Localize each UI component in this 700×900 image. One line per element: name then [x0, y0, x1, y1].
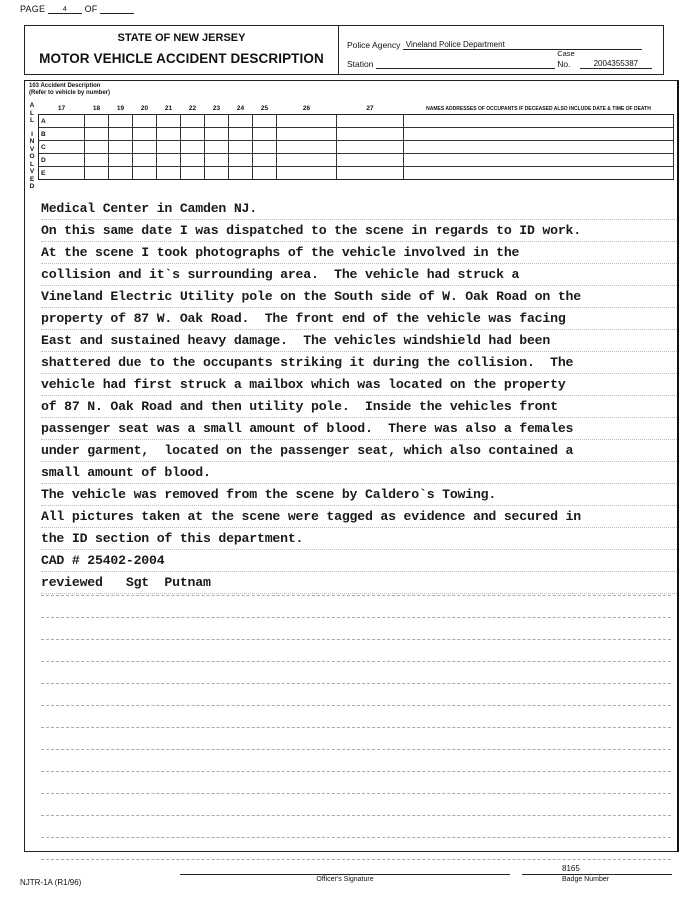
grid-cell[interactable]	[109, 154, 133, 167]
blank-ruled-line[interactable]	[41, 750, 671, 772]
grid-cell[interactable]	[181, 167, 205, 180]
narrative-line: On this same date I was dispatched to the scene in regards to ID work.	[41, 220, 677, 242]
page-number-field[interactable]: 4	[48, 6, 82, 14]
grid-cell[interactable]	[229, 154, 253, 167]
badge-label: Badge Number	[562, 876, 610, 883]
signature-label: Officer's Signature	[316, 876, 374, 883]
grid-cell[interactable]	[85, 128, 109, 141]
form-id: NJTR-1A (R1/96)	[20, 878, 82, 887]
narrative-line: Vineland Electric Utility pole on the South side of W. Oak Road on the	[41, 286, 677, 308]
station-field[interactable]	[376, 68, 555, 69]
case-no-label: No.	[557, 59, 571, 69]
grid-cell[interactable]	[181, 154, 205, 167]
narrative-line: vehicle had first struck a mailbox which was located on the property	[41, 374, 677, 396]
grid-cell[interactable]	[337, 115, 404, 128]
narrative-text	[41, 198, 700, 594]
station-label: Station	[347, 59, 374, 69]
grid-cell[interactable]	[253, 167, 277, 180]
grid-cell[interactable]	[205, 115, 229, 128]
col-header: 27	[337, 103, 404, 115]
grid-cell[interactable]	[133, 141, 157, 154]
vertical-letter: E	[29, 175, 35, 183]
narrative-line: At the scene I took photographs of the vehicle involved in the	[41, 242, 677, 264]
col-header: 18	[85, 103, 109, 115]
narrative-line: small amount of blood.	[41, 462, 677, 484]
page-label: PAGE	[20, 4, 46, 14]
grid-row	[39, 115, 674, 128]
grid-cell[interactable]	[205, 154, 229, 167]
blank-ruled-line[interactable]	[41, 772, 671, 794]
grid-cell[interactable]	[133, 167, 157, 180]
col-header: 25	[253, 103, 277, 115]
vehicle-grid	[38, 103, 674, 180]
form-title-block	[25, 26, 339, 74]
blank-ruled-line[interactable]	[41, 706, 671, 728]
col-header: 20	[133, 103, 157, 115]
grid-cell[interactable]	[337, 167, 404, 180]
vehicle-row-label: B	[39, 128, 85, 141]
grid-cell[interactable]	[133, 128, 157, 141]
grid-cell[interactable]	[157, 128, 181, 141]
grid-cell[interactable]	[85, 167, 109, 180]
grid-cell[interactable]	[109, 115, 133, 128]
vehicle-row-label: D	[39, 154, 85, 167]
narrative-line: property of 87 W. Oak Road. The front end of the vehicle was facing	[41, 308, 677, 330]
grid-cell[interactable]	[205, 141, 229, 154]
grid-cell[interactable]	[157, 167, 181, 180]
form-header	[24, 25, 664, 75]
grid-cell[interactable]	[109, 128, 133, 141]
narrative-line: Medical Center in Camden NJ.	[41, 198, 677, 220]
grid-cell[interactable]	[181, 115, 205, 128]
grid-cell[interactable]	[85, 115, 109, 128]
grid-cell[interactable]	[229, 115, 253, 128]
grid-row	[39, 167, 674, 180]
grid-cell[interactable]	[404, 128, 674, 141]
blank-ruled-line[interactable]	[41, 838, 671, 860]
police-agency-field[interactable]: Vineland Police Department	[403, 40, 642, 50]
page-number-line	[20, 4, 134, 14]
badge-number-field	[522, 874, 672, 883]
grid-cell[interactable]	[133, 115, 157, 128]
grid-cell[interactable]	[404, 167, 674, 180]
grid-title-line2: (Refer to vehicle by number)	[29, 89, 111, 96]
accident-description-box	[24, 80, 679, 852]
grid-cell[interactable]	[181, 141, 205, 154]
grid-cell[interactable]	[277, 115, 337, 128]
col-header: 26	[277, 103, 337, 115]
narrative-line: the ID section of this department.	[41, 528, 677, 550]
vertical-letter: N	[29, 138, 35, 145]
grid-cell[interactable]	[253, 115, 277, 128]
grid-cell[interactable]	[157, 154, 181, 167]
grid-cell[interactable]	[404, 115, 674, 128]
blank-ruled-line[interactable]	[41, 684, 671, 706]
narrative-line: under garment, located on the passenger seat, which also contained a	[41, 440, 677, 462]
col-header-occupants: NAMES ADDRESSES OF OCCUPANTS IF DECEASED ALSO INCLUDE DATE & TIME OF DEATH	[404, 103, 674, 115]
col-header: 17	[39, 103, 85, 115]
blank-ruled-line[interactable]	[41, 794, 671, 816]
blank-ruled-line[interactable]	[41, 574, 671, 596]
blank-ruled-line[interactable]	[41, 640, 671, 662]
blank-ruled-line[interactable]	[41, 596, 671, 618]
grid-cell[interactable]	[337, 128, 404, 141]
case-number-field[interactable]: 2004355387	[580, 59, 652, 69]
grid-cell[interactable]	[109, 167, 133, 180]
agency-block	[343, 26, 661, 74]
vertical-letter: L	[30, 109, 34, 117]
grid-cell[interactable]	[109, 141, 133, 154]
grid-cell[interactable]	[253, 154, 277, 167]
state-title: STATE OF NEW JERSEY	[117, 32, 246, 44]
grid-cell[interactable]	[277, 128, 337, 141]
col-header: 24	[229, 103, 253, 115]
badge-number-value[interactable]: 8165	[562, 864, 580, 873]
grid-row	[39, 128, 674, 141]
narrative-line: All pictures taken at the scene were tagged as evidence and secured in	[41, 506, 677, 528]
grid-cell[interactable]	[205, 167, 229, 180]
grid-cell[interactable]	[337, 141, 404, 154]
blank-ruled-line[interactable]	[41, 816, 671, 838]
grid-title-line1: 103 Accident Description	[29, 83, 101, 89]
blank-ruled-line[interactable]	[41, 662, 671, 684]
grid-cell[interactable]	[277, 154, 337, 167]
grid-cell[interactable]	[253, 128, 277, 141]
grid-cell[interactable]	[404, 141, 674, 154]
grid-cell[interactable]	[157, 115, 181, 128]
vertical-letter: L	[30, 160, 34, 168]
col-header: 23	[205, 103, 229, 115]
grid-cell[interactable]	[404, 154, 674, 167]
narrative-line: East and sustained heavy damage. The vehicles windshield had been	[41, 330, 677, 352]
vertical-letter: L	[30, 117, 34, 124]
grid-cell[interactable]	[157, 141, 181, 154]
grid-row	[39, 154, 674, 167]
narrative-line: collision and it`s surrounding area. The vehicle had struck a	[41, 264, 677, 286]
grid-cell[interactable]	[85, 141, 109, 154]
grid-title	[29, 83, 110, 96]
case-label: Case	[557, 49, 575, 58]
blank-ruled-line[interactable]	[41, 728, 671, 750]
vertical-letter: A	[29, 102, 35, 109]
grid-cell[interactable]	[229, 141, 253, 154]
grid-cell[interactable]	[253, 141, 277, 154]
vertical-letter: V	[29, 145, 35, 153]
col-header: 21	[157, 103, 181, 115]
vertical-letter: D	[29, 183, 35, 190]
grid-cell[interactable]	[277, 141, 337, 154]
grid-cell[interactable]	[337, 154, 404, 167]
narrative-line: The vehicle was removed from the scene by Caldero`s Towing.	[41, 484, 677, 506]
grid-cell[interactable]	[85, 154, 109, 167]
grid-header-row	[39, 103, 674, 115]
of-label: OF	[84, 4, 98, 14]
col-header: 22	[181, 103, 205, 115]
narrative-line: shattered due to the occupants striking it during the collision. The	[41, 352, 677, 374]
blank-ruled-line[interactable]	[41, 618, 671, 640]
grid-cell[interactable]	[229, 167, 253, 180]
vehicle-row-label: E	[39, 167, 85, 180]
blank-ruled-lines	[41, 574, 671, 860]
officer-signature-field[interactable]	[180, 874, 510, 883]
vehicle-row-label: A	[39, 115, 85, 128]
narrative-line: reviewed Sgt Putnam	[41, 572, 677, 594]
narrative-line: CAD # 25402-2004	[41, 550, 677, 572]
grid-row	[39, 141, 674, 154]
vertical-letter: I	[31, 130, 33, 138]
form-title: MOTOR VEHICLE ACCIDENT DESCRIPTION	[39, 51, 324, 66]
vertical-letter: O	[29, 153, 35, 160]
vertical-letter: V	[29, 168, 35, 175]
grid-cell[interactable]	[205, 128, 229, 141]
grid-cell[interactable]	[229, 128, 253, 141]
all-involved-label	[28, 102, 36, 191]
grid-cell[interactable]	[277, 167, 337, 180]
vehicle-row-label: C	[39, 141, 85, 154]
grid-cell[interactable]	[181, 128, 205, 141]
col-header: 19	[109, 103, 133, 115]
narrative-line: passenger seat was a small amount of blood. There was also a females	[41, 418, 677, 440]
police-agency-label: Police Agency	[347, 40, 401, 50]
grid-cell[interactable]	[133, 154, 157, 167]
page-total-field[interactable]	[100, 13, 134, 14]
narrative-line: of 87 N. Oak Road and then utility pole. Inside the vehicles front	[41, 396, 677, 418]
